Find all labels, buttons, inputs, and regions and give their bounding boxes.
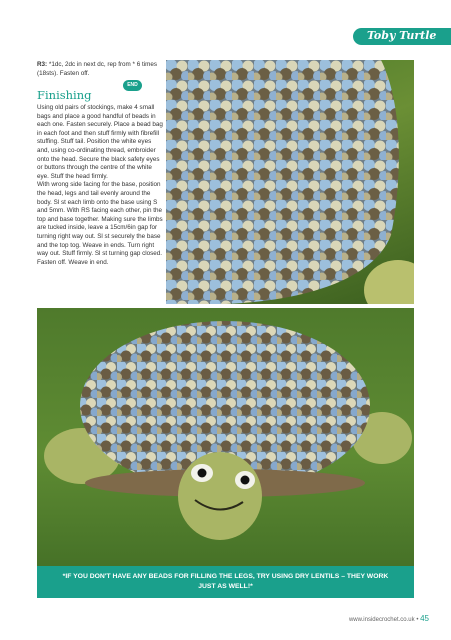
finishing-title: Finishing xyxy=(37,88,92,102)
end-badge: END xyxy=(123,80,142,91)
caption-text: *IF YOU DON'T HAVE ANY BEADS FOR FILLING THE LEGS, TRY USING DRY LENTILS – THEY WORK JUST AS WELL!* xyxy=(62,573,389,590)
r3-label: R3: xyxy=(37,61,48,68)
header-title: Toby Turtle xyxy=(367,29,437,42)
page-number: 45 xyxy=(420,614,429,623)
footer-url[interactable]: www.insidecrochet.co.uk xyxy=(348,617,415,623)
shell-closeup-illustration xyxy=(166,60,414,304)
finishing-paragraph-2: With wrong side facing for the base, position the head, legs and tail evenly around the body. Sl st each limb onto the base using S and 5mm. With RS facing each other, pin the top and base together. Making sure the limbs are tucked inside, leave a 15cm/6in gap for turning right way out. Sl st securely the base and the top tog. Weave in ends. Turn right way out. Stuff firmly. Sl st turning gap closed. Fasten off. Weave in end. xyxy=(37,181,163,266)
shell-closeup-photo xyxy=(166,60,414,304)
r3-instruction xyxy=(37,60,163,78)
caption-bar xyxy=(37,566,414,598)
turtle-photo xyxy=(37,308,414,598)
r3-text: *1dc, 2dc in next dc, rep from * 6 times (18sts). Fasten off. xyxy=(37,61,158,77)
finishing-paragraph-1: Using old pairs of stockings, make 4 small bags and place a good handful of beads in each one. Fasten securely. Place a bead bag in each foot and then stuff firmly with fibrefill stuffing. Stuff tail. Position the white eyes and, using co-ordinating thread, embroider onto the head. Secure the black safety eyes or buttons through the centre of the white eye. Stuff the head firmly. xyxy=(37,104,163,180)
turtle-illustration xyxy=(37,308,414,598)
page-footer xyxy=(349,614,429,623)
footer-bullet: • xyxy=(414,617,421,623)
header-tab xyxy=(353,28,451,45)
text-column xyxy=(37,60,163,267)
